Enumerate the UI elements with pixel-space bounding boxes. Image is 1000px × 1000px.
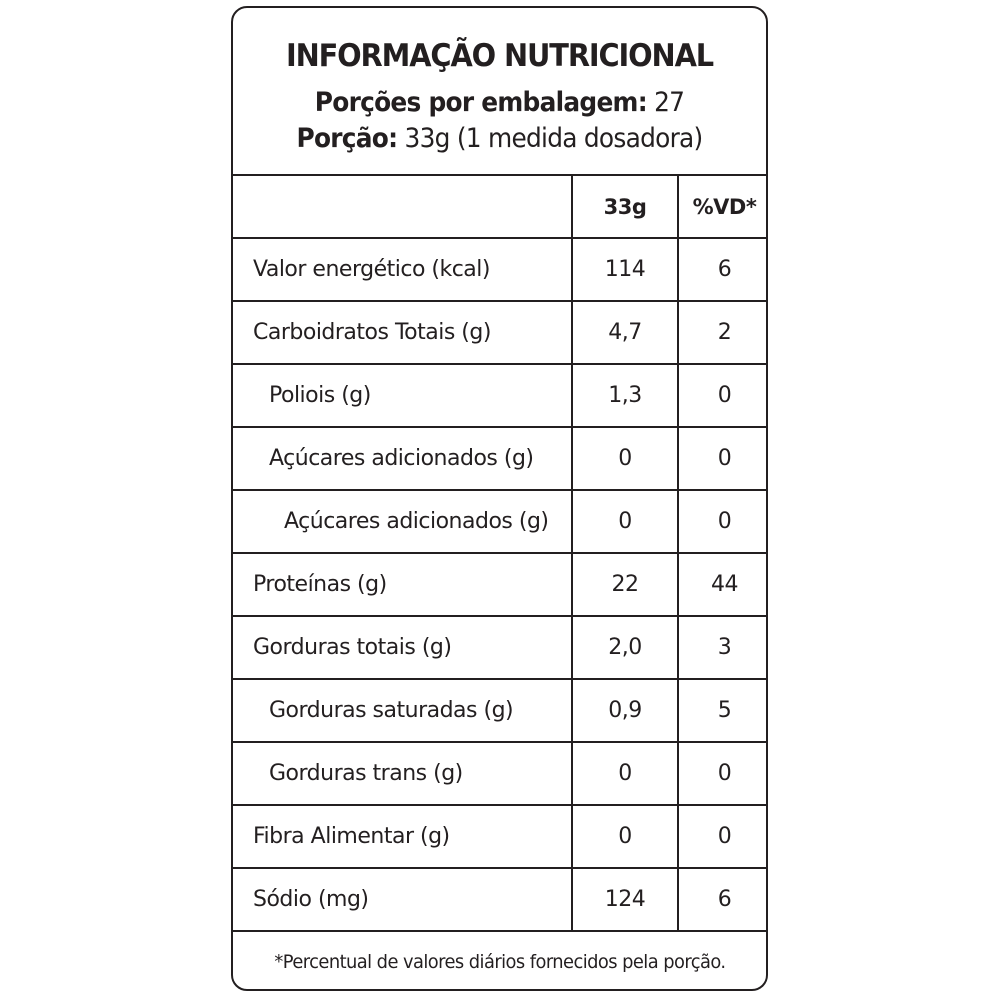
nutrient-vd: 6 (677, 869, 768, 930)
column-header-vd: %VD* (677, 176, 768, 237)
nutrient-vd: 0 (677, 428, 768, 489)
nutrient-name: Fibra Alimentar (g) (253, 824, 450, 849)
nutrient-qty: 114 (571, 239, 677, 300)
nutrient-name: Açúcares adicionados (g) (269, 446, 534, 471)
table-row (233, 867, 766, 930)
column-header-qty: 33g (571, 176, 677, 237)
nutrient-qty: 0 (571, 806, 677, 867)
nutrient-qty: 0 (571, 491, 677, 552)
nutrient-vd: 44 (677, 554, 768, 615)
nutrient-name: Gorduras trans (g) (269, 761, 463, 786)
table-row (233, 678, 766, 741)
nutrient-qty: 0 (571, 428, 677, 489)
table-row (233, 804, 766, 867)
nutrient-qty: 124 (571, 869, 677, 930)
nutrient-vd: 2 (677, 302, 768, 363)
column-header-name (233, 176, 571, 237)
portion-label: Porção: (296, 123, 398, 154)
table-row (233, 426, 766, 489)
nutrient-qty: 1,3 (571, 365, 677, 426)
nutrient-qty: 2,0 (571, 617, 677, 678)
nutrient-name: Açúcares adicionados (g) (284, 509, 549, 534)
nutrient-qty: 22 (571, 554, 677, 615)
nutrient-name: Sódio (mg) (253, 887, 369, 912)
portion-value: 33g (1 medida dosadora) (404, 123, 703, 154)
nutrient-name: Carboidratos Totais (g) (253, 320, 491, 345)
nutrient-vd: 3 (677, 617, 768, 678)
nutrient-name: Proteínas (g) (253, 572, 387, 597)
table-row (233, 300, 766, 363)
table-body (233, 237, 766, 930)
nutrition-label (231, 6, 768, 991)
nutrient-vd: 0 (677, 743, 768, 804)
footnote (233, 930, 766, 991)
table-row (233, 363, 766, 426)
nutrient-vd: 6 (677, 239, 768, 300)
portion-size (254, 122, 744, 156)
table-row (233, 615, 766, 678)
nutrition-table (233, 174, 766, 930)
label-header (233, 8, 766, 174)
nutrient-vd: 0 (677, 806, 768, 867)
table-row (233, 741, 766, 804)
nutrient-vd: 0 (677, 491, 768, 552)
nutrient-vd: 0 (677, 365, 768, 426)
nutrient-name: Gorduras saturadas (g) (269, 698, 514, 723)
nutrient-qty: 0,9 (571, 680, 677, 741)
nutrient-name: Valor energético (kcal) (253, 257, 490, 282)
table-header-row (233, 174, 766, 237)
servings-per-package (254, 86, 744, 120)
nutrient-name: Poliois (g) (269, 383, 371, 408)
servings-value: 27 (654, 87, 685, 118)
nutrient-qty: 0 (571, 743, 677, 804)
table-row (233, 489, 766, 552)
nutrient-name: Gorduras totais (g) (253, 635, 452, 660)
nutrient-qty: 4,7 (571, 302, 677, 363)
servings-label: Porções por embalagem: (314, 87, 647, 118)
footnote-text: *Percentual de valores diários fornecidos pela porção. (273, 950, 726, 973)
table-row (233, 237, 766, 300)
table-row (233, 552, 766, 615)
label-title: INFORMAÇÃO NUTRICIONAL (285, 38, 714, 74)
nutrient-vd: 5 (677, 680, 768, 741)
